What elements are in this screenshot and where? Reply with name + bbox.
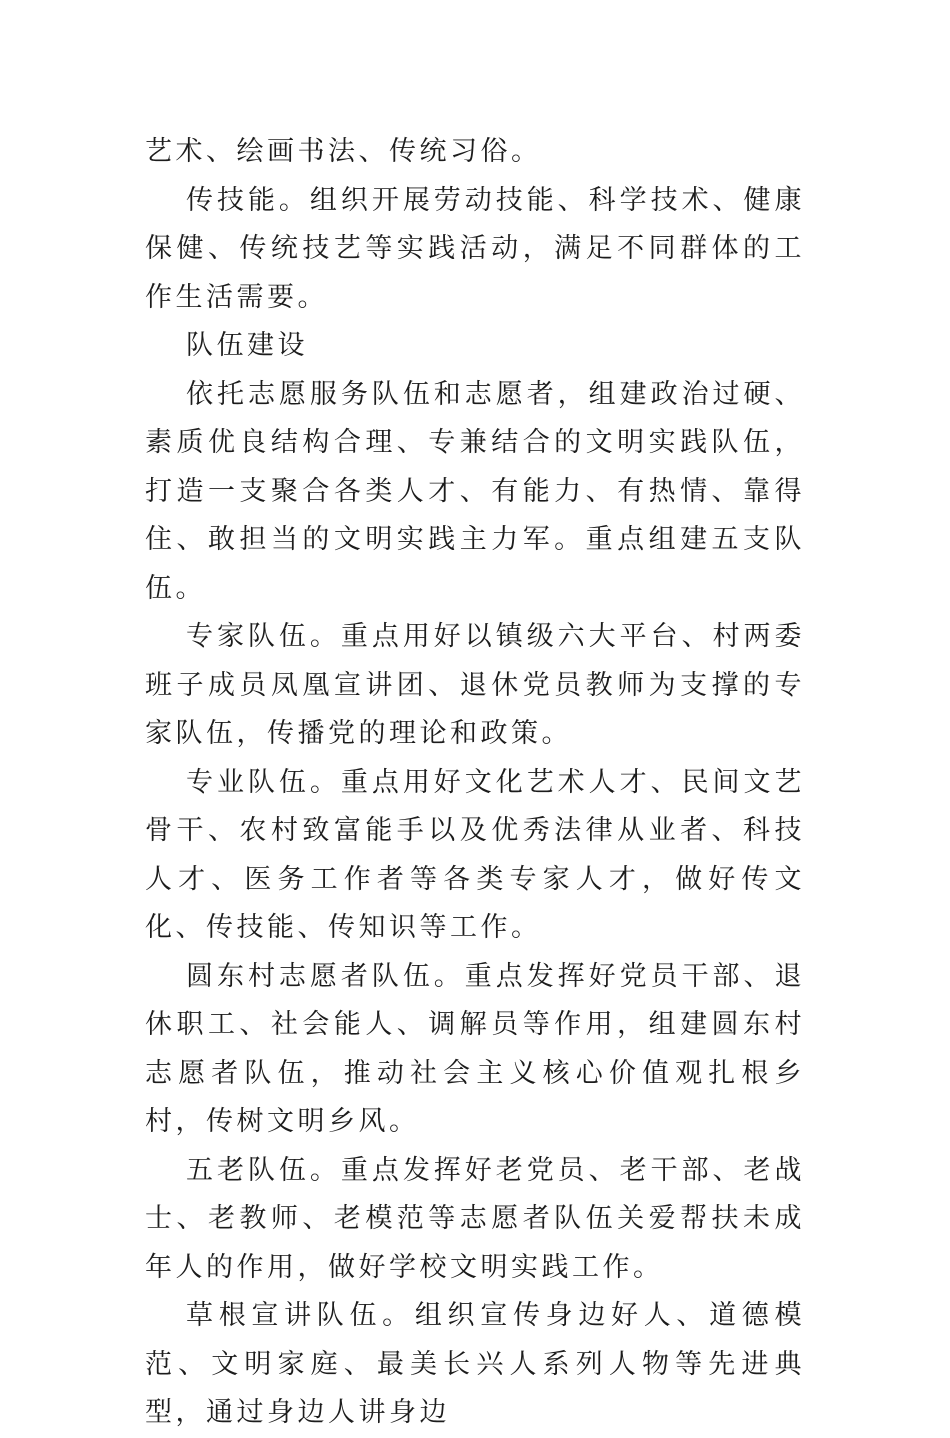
paragraph-team-intro: 依托志愿服务队伍和志愿者，组建政治过硬、素质优良结构合理、专兼结合的文明实践队伍，打造一支聚合各类人才、有能力、有热情、靠得住、敢担当的文明实践主力军。重点组建五支队伍。 bbox=[145, 378, 805, 604]
document-body bbox=[145, 128, 805, 1438]
paragraph-volunteer-team: 圆东村志愿者队伍。重点发挥好党员干部、退休职工、社会能人、调解员等作用，组建圆东村志愿者队伍，推动社会主义核心价值观扎根乡村，传树文明乡风。 bbox=[145, 960, 805, 1137]
paragraph-skills: 传技能。组织开展劳动技能、科学技术、健康保健、传统技艺等实践活动，满足不同群体的工作生活需要。 bbox=[145, 184, 805, 313]
paragraph-grassroots-team: 草根宣讲队伍。组织宣传身边好人、道德模范、文明家庭、最美长兴人系列人物等先进典型，通过身边人讲身边 bbox=[145, 1300, 805, 1428]
paragraph-five-elders-team: 五老队伍。重点发挥好老党员、老干部、老战士、老教师、老模范等志愿者队伍关爱帮扶未成年人的作用，做好学校文明实践工作。 bbox=[145, 1154, 805, 1283]
paragraph-continuation: 艺术、绘画书法、传统习俗。 bbox=[145, 136, 542, 167]
section-heading-team-building: 队伍建设 bbox=[186, 330, 308, 361]
paragraph-professional-team: 专业队伍。重点用好文化艺术人才、民间文艺骨干、农村致富能手以及优秀法律从业者、科技人才、医务工作者等各类专家人才，做好传文化、传技能、传知识等工作。 bbox=[145, 766, 805, 943]
paragraph-expert-team: 专家队伍。重点用好以镇级六大平台、村两委班子成员凤凰宣讲团、退休党员教师为支撑的专家队伍，传播党的理论和政策。 bbox=[145, 621, 805, 749]
